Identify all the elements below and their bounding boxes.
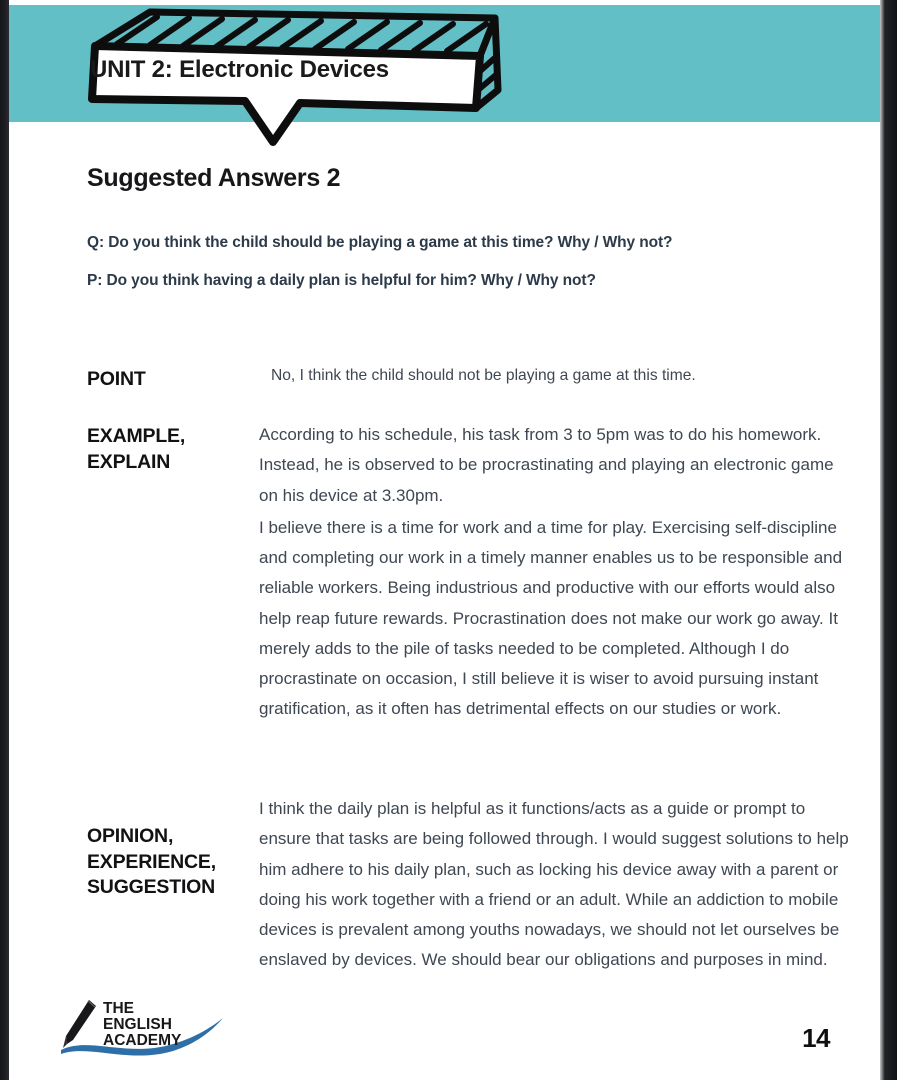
section-label-line: EXAMPLE, bbox=[87, 425, 186, 447]
paragraph: No, I think the child should not be playing a game at this time. bbox=[271, 367, 696, 384]
page-number: 14 bbox=[802, 1023, 830, 1053]
scan-right-edge bbox=[880, 0, 897, 1080]
prompt-line: P: Do you think having a daily plan is helpful for him? Why / Why not? bbox=[87, 272, 596, 289]
paragraph: I think the daily plan is helpful as it functions/acts as a guide or prompt to ensure that tasks are being followed through. I would suggest solutions to help him adhere to his daily plan, such as locking his device away with a parent or doing his work together with a friend or an adult. While an addiction to mobile devices is prevalent among youths nowadays, we should not let ourselves be enslaved by devices. We should bear our obligations and purposes in mind. bbox=[259, 799, 849, 970]
paragraph: According to his schedule, his task from 3 to 5pm was to do his homework. Instead, he is observed to be procrastinating and playing an electronic game on his device at 3.30pm. bbox=[259, 425, 834, 505]
unit-title: UNIT 2: Electronic Devices bbox=[90, 56, 389, 83]
scan-left-edge bbox=[0, 0, 9, 1080]
svg-text:ENGLISH: ENGLISH bbox=[103, 1016, 172, 1033]
scan-top-strip bbox=[9, 0, 880, 5]
svg-text:ACADEMY: ACADEMY bbox=[103, 1032, 182, 1049]
the-english-academy-logo bbox=[55, 996, 235, 1058]
section-label-line: EXPERIENCE, bbox=[87, 850, 216, 873]
question-line: Q: Do you think the child should be playing a game at this time? Why / Why not? bbox=[87, 234, 673, 251]
pen-icon bbox=[63, 1000, 96, 1048]
speech-bubble bbox=[55, 4, 525, 149]
section-label-example-explain bbox=[87, 424, 262, 475]
svg-text:THE: THE bbox=[103, 1000, 134, 1017]
paragraph: I believe there is a time for work and a time for play. Exercising self-discipline and completing our work in a timely manner enables us to be responsible and reliable workers. Being industrious and productive with our efforts would also help reap future rewards. Procrastination does not make our work go away. It merely adds to the pile of tasks needed to be completed. Although I do procrastinate on occasion, I still believe it is wiser to avoid pursuing instant gratification, as it often has detrimental effects on our studies or work. bbox=[259, 517, 843, 719]
page-title: Suggested Answers 2 bbox=[87, 164, 341, 192]
section-label-line: SUGGESTION bbox=[87, 876, 216, 899]
section-label-line: OPINION, bbox=[87, 825, 174, 847]
section-body-example-explain bbox=[259, 420, 851, 727]
section-label-opinion-experience-suggestion bbox=[87, 824, 262, 901]
document-content bbox=[9, 122, 880, 1080]
section-label-point: POINT bbox=[87, 368, 146, 390]
section-body-opinion bbox=[259, 794, 851, 978]
section-body-point bbox=[271, 362, 863, 392]
section-label-line: EXPLAIN bbox=[87, 450, 171, 473]
